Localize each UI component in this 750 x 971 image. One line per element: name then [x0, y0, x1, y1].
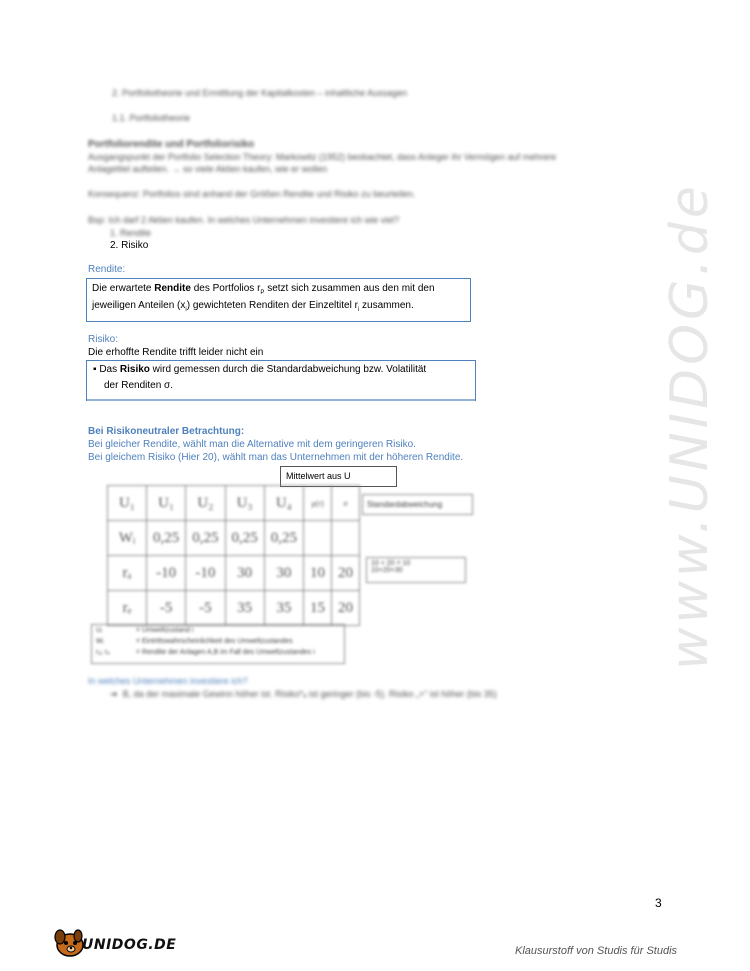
- example-question: Bsp: Ich darf 2 Aktien kaufen. In welches Unternehmen investiere ich wie viel?: [88, 215, 400, 225]
- table-cell: 0,25: [186, 521, 225, 556]
- table-header-cell: U₁: [147, 486, 186, 521]
- sub-heading: 1.1. Portfoliotheorie: [112, 113, 191, 123]
- rendite-box-rest: des Portfolios r: [190, 283, 261, 294]
- list-item-rendite: 1. Rendite: [110, 228, 152, 238]
- legend-value: = Umweltzustand i: [136, 627, 194, 634]
- rendite-box-pre: Die erwartete: [92, 283, 155, 294]
- neutral-line-2: Bei gleichem Risiko (Hier 20), wählt man das Unternehmen mit der höheren Rendite.: [88, 452, 464, 463]
- table-header-row: [108, 486, 360, 521]
- risiko-text: Die erhoffte Rendite trifft leider nicht ein: [88, 347, 264, 358]
- risiko-box-rest: wird gemessen durch die Standardabweichung bzw. Volatilität: [149, 364, 427, 375]
- bottom-answer-line: [110, 689, 497, 700]
- bullet-icon: ▪: [93, 364, 97, 375]
- risiko-box-bottom-border: [86, 399, 476, 401]
- risiko-box-line-2: der Renditen σ.: [104, 380, 173, 391]
- bottom-question: In welches Unternehmen investiere ich?: [88, 676, 248, 686]
- rendite-box-line-1: [92, 283, 435, 296]
- table-cell: rₐ: [108, 556, 147, 591]
- table-row: [108, 521, 360, 556]
- table-cell: 0,25: [225, 521, 264, 556]
- table-cell: 35: [225, 591, 264, 626]
- table-cell: 0,25: [147, 521, 186, 556]
- table-cell: 15: [304, 591, 332, 626]
- neutral-line-1: Bei gleicher Rendite, wählt man die Alternative mit dem geringeren Risiko.: [88, 439, 416, 450]
- page-number: 3: [655, 896, 662, 910]
- callout-mittelwert: Mittelwert aus U: [280, 466, 397, 487]
- intro-line-1: Ausgangspunkt der Portfolio Selection Theory: Markowitz (1952) beobachtet, dass Anleger ihr Vermögen auf mehrere: [88, 152, 557, 162]
- table-cell: 0,25: [264, 521, 303, 556]
- legend-key: Uᵢ: [96, 627, 103, 634]
- table-cell: 30: [225, 556, 264, 591]
- table-header-cell: U₂: [186, 486, 225, 521]
- table-cell: [304, 521, 332, 556]
- table-cell: Wᵢ: [108, 521, 147, 556]
- legend-key: Wᵢ: [96, 638, 104, 645]
- table-header-cell: U₁: [108, 486, 147, 521]
- legend-value: = Rendite der Anlagen A,B im Fall des Umweltzustandes i: [136, 649, 315, 656]
- logo-text: UNIDOG.DE: [82, 937, 177, 953]
- table-header-cell: U₄: [264, 486, 303, 521]
- rendite-box-end: setzt sich zusammen aus den mit den: [264, 283, 435, 294]
- risiko-box-pre: Das: [99, 364, 120, 375]
- legend-box: [91, 624, 345, 664]
- legend-key: rₐ; rₑ: [96, 649, 110, 656]
- table-row: [108, 591, 360, 626]
- rendite-box-sub-i: i: [185, 307, 187, 313]
- table-cell: 20: [332, 591, 360, 626]
- legend-row: [96, 627, 340, 634]
- risiko-label: Risiko:: [88, 334, 119, 345]
- section-title: Portfoliorendite und Portfoliorisiko: [88, 139, 255, 150]
- table-cell: 20: [332, 556, 360, 591]
- std-label-box: Standardabweichung: [362, 494, 473, 515]
- table-cell: rₑ: [108, 591, 147, 626]
- rendite-box-sub-p: P: [260, 290, 265, 296]
- rendite-box-line2-a: jeweiligen Anteilen (x: [92, 300, 186, 311]
- legend-value: = Eintrittswahrscheinlichkeit des Umweltzustandes: [136, 638, 293, 645]
- list-item-risiko: 2. Risiko: [110, 240, 149, 251]
- bottom-answer: B, da der maximale Gewinn höher ist. Risiko*ₐ ist geringer (bis -5). Risiko „+“ ist höher (bis 35): [122, 689, 497, 699]
- consequence: Konsequenz: Portfolios sind anhand der Größen Rendite und Risiko zu beurteilen.: [88, 189, 416, 199]
- table-cell: -10: [186, 556, 225, 591]
- table-cell: 10: [304, 556, 332, 591]
- rendite-box-line2-b: ) gewichteten Renditen der Einzeltitel r: [186, 300, 358, 311]
- calc-line-1: 10 + 20 = 10: [371, 560, 411, 567]
- legend-row: [96, 638, 340, 645]
- rendite-box-line-2: [92, 300, 414, 313]
- risiko-definition-box: [86, 360, 476, 401]
- returns-table: [107, 485, 360, 626]
- table-header-cell: U₃: [225, 486, 264, 521]
- table-cell: 35: [264, 591, 303, 626]
- risiko-box-line-1: [93, 364, 426, 375]
- table-cell: -5: [186, 591, 225, 626]
- chapter-heading: 2. Portfoliotheorie und Ermittlung der Kapitalkosten – inhaltliche Aussagen: [112, 88, 408, 98]
- table-header-cell: μ(r): [304, 486, 332, 521]
- intro-line-2: Anlagetitel aufteilen. → so viele Aktien kaufen, wie er wollen: [88, 164, 328, 174]
- watermark: www.UNIDOG.de: [660, 182, 720, 670]
- rendite-label: Rendite:: [88, 264, 126, 275]
- table-cell: -5: [147, 591, 186, 626]
- table-cell: 30: [264, 556, 303, 591]
- unidog-logo: [52, 927, 177, 959]
- neutral-title: Bei Risikoneutraler Betrachtung:: [88, 426, 245, 437]
- rendite-box-line2-c: zusammen.: [359, 300, 414, 311]
- table-cell: [332, 521, 360, 556]
- legend-row: [96, 649, 340, 656]
- calc-line-2: 10+20+30: [371, 567, 403, 574]
- rendite-definition-box: [86, 278, 471, 322]
- dog-icon: [52, 927, 86, 959]
- table-row: [108, 556, 360, 591]
- rendite-box-bold: Rendite: [154, 283, 191, 294]
- calc-box: [366, 557, 466, 583]
- footer-text: Klausurstoff von Studis für Studis: [515, 945, 678, 957]
- risiko-box-bold: Risiko: [119, 364, 150, 375]
- arrow-icon: ➔: [110, 689, 118, 699]
- table-header-cell: σ: [332, 486, 360, 521]
- rendite-box-sub-i2: i: [357, 307, 360, 313]
- table-cell: -10: [147, 556, 186, 591]
